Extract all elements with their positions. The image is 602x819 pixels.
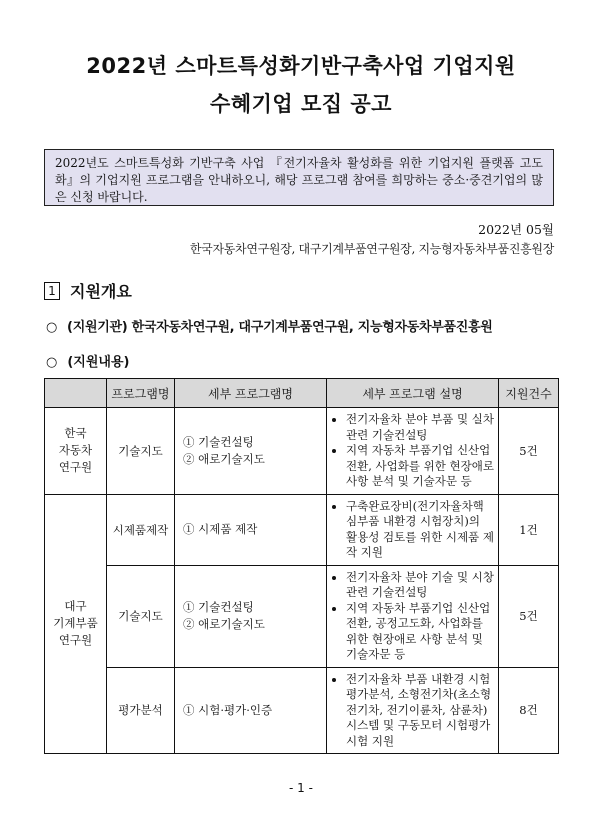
count-cell: 1건 (499, 494, 559, 565)
institution-cell-katech: 한국 자동차 연구원 (45, 408, 107, 495)
description-cell (327, 667, 499, 754)
circle-bullet-icon: ○ (46, 320, 58, 335)
detail-program-cell: ① 시험·평가·인증 (175, 667, 327, 754)
section-number-box: 1 (44, 282, 60, 300)
table-row (45, 565, 559, 667)
description-item: • 전기자율차 부품 내환경 시험평가분석, 소형전기차(초소형전기차, 전기이륜차, 삼륜차) 시스템 및 구동모터 시험평가 시험 지원 (346, 672, 494, 750)
program-name-cell: 평가분석 (107, 667, 175, 754)
description-cell (327, 408, 499, 495)
table-header-row (45, 379, 559, 408)
program-name-cell: 기술지도 (107, 408, 175, 495)
program-name-cell: 기술지도 (107, 565, 175, 667)
announcement-date: 2022년 05월 (478, 222, 554, 237)
program-table (44, 378, 559, 754)
header-program: 프로그램명 (107, 379, 175, 408)
header-count: 지원건수 (499, 379, 559, 408)
detail-program-cell: ① 기술컨설팅 ② 애로기술지도 (175, 408, 327, 495)
detail-program-cell: ① 시제품 제작 (175, 494, 327, 565)
bullet-content-text: (지원내용) (67, 355, 130, 370)
institution-cell-dmi: 대구 기계부품 연구원 (45, 494, 107, 754)
program-name-cell: 시제품제작 (107, 494, 175, 565)
header-institution (45, 379, 107, 408)
description-cell (327, 494, 499, 565)
description-item: • 전기자율차 분야 부품 및 실차 관련 기술컨설팅 (346, 412, 494, 443)
bullet-content (46, 351, 129, 370)
count-cell: 5건 (499, 565, 559, 667)
description-item: • 지역 자동차 부품기업 신산업 전환, 사업화를 위한 현장애로 사항 분석 및 기술자문 등 (346, 443, 494, 490)
bullet-institutions (46, 316, 493, 335)
title-line-1: 2022년 스마트특성화기반구축사업 기업지원 (86, 54, 516, 78)
table-row (45, 408, 559, 495)
description-item: • 지역 자동차 부품기업 신산업 전환, 공정고도화, 사업화를 위한 현장애로 사항 분석 및 기술자문 등 (346, 601, 494, 663)
section-heading (44, 279, 132, 302)
bullet-institutions-text: (지원기관) 한국자동차연구원, 대구기계부품연구원, 지능형자동차부품진흥원 (67, 320, 493, 335)
title-line-2: 수혜기업 모집 공고 (210, 92, 392, 116)
header-detail-program: 세부 프로그램명 (175, 379, 327, 408)
count-cell: 5건 (499, 408, 559, 495)
header-description: 세부 프로그램 설명 (327, 379, 499, 408)
description-item: • 구축완료장비(전기자율차핵심부품 내환경 시험장치)의 활용성 검토를 위한 시제품 제작 지원 (346, 499, 494, 561)
circle-bullet-icon: ○ (46, 355, 58, 370)
table-row (45, 667, 559, 754)
description-item: • 전기자율차 분야 기술 및 시창관련 기술컨설팅 (346, 570, 494, 601)
table-row (45, 494, 559, 565)
description-cell (327, 565, 499, 667)
count-cell: 8건 (499, 667, 559, 754)
issuer-list: 한국자동차연구원장, 대구기계부품연구원장, 지능형자동차부품진흥원장 (189, 242, 554, 256)
section-title: 지원개요 (70, 282, 132, 301)
page-number: - 1 - (289, 781, 313, 795)
notice-box: 2022년도 스마트특성화 기반구축 사업 『전기자율차 활성화를 위한 기업지원 플랫폼 고도화』의 기업지원 프로그램을 안내하오니, 해당 프로그램 참여를 희망하는 중소·중견기업의 많은 신청 바랍니다. (44, 149, 554, 206)
detail-program-cell: ① 기술컨설팅 ② 애로기술지도 (175, 565, 327, 667)
